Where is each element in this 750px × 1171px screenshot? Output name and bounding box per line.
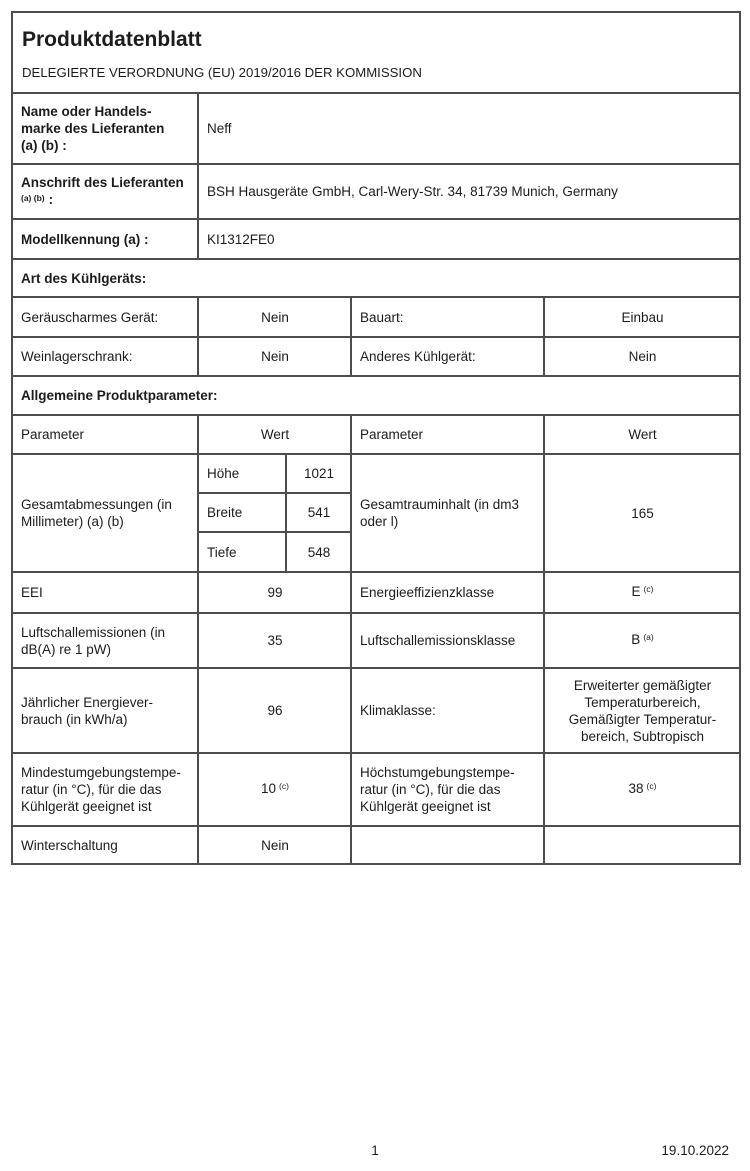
annual-energy-label-line2: brauch (in kWh/a) <box>21 711 128 727</box>
supplier-name-label-line3: (a) (b) : <box>21 138 67 153</box>
supplier-name-label-line2: marke des Lieferanten <box>21 121 165 136</box>
page-number: 1 <box>371 1143 379 1158</box>
winter-setting-label: Winterschaltung <box>12 826 198 864</box>
min-temp-label <box>12 753 198 826</box>
dim-breite-label: Breite <box>198 493 286 532</box>
min-temp-footnote: (c) <box>279 781 289 791</box>
supplier-address-footnote: (a) (b) <box>21 192 45 203</box>
max-temp-footnote: (c) <box>646 781 657 791</box>
model-id-value: KI1312FE0 <box>198 219 740 259</box>
supplier-address-value: BSH Hausgeräte GmbH, Carl-Wery-Str. 34, 81739 Munich, Germany <box>198 164 740 219</box>
wine-storage-label: Weinlagerschrank: <box>12 337 198 376</box>
section-allgemeine-produktparameter: Allgemeine Produktparameter: <box>12 376 740 415</box>
noise-label-line1: Luftschallemissionen (in <box>21 624 166 640</box>
min-temp-number: 10 <box>261 781 277 796</box>
param-header-1: Parameter <box>12 415 198 454</box>
volume-label <box>351 454 544 572</box>
annual-energy-label-line1: Jährlicher Energiever- <box>21 694 154 710</box>
dim-tiefe-label: Tiefe <box>198 532 286 572</box>
volume-value: 165 <box>544 454 740 572</box>
energy-class-footnote: (c) <box>643 584 654 594</box>
param-header-2: Parameter <box>351 415 544 454</box>
supplier-name-label-line1: Name oder Handels- <box>21 104 152 119</box>
energy-class-letter: E <box>631 584 641 599</box>
noise-label <box>12 613 198 668</box>
dimensions-label <box>12 454 198 572</box>
climate-class-line1: Erweiterter gemäßigter <box>573 677 712 693</box>
climate-class-value <box>544 668 740 753</box>
wert-header-1: Wert <box>198 415 351 454</box>
max-temp-label-line1: Höchstumgebungstempe- <box>360 765 515 780</box>
supplier-address-colon: : <box>48 191 54 207</box>
header-cell <box>12 12 740 93</box>
supplier-name-label <box>12 93 198 164</box>
max-temp-number: 38 <box>628 781 644 796</box>
quiet-appliance-label: Geräuscharmes Gerät: <box>12 297 198 337</box>
volume-label-line1: Gesamtrauminhalt (in dm3 <box>360 497 520 512</box>
noise-label-line2: dB(A) re 1 pW) <box>21 641 112 657</box>
dim-hoehe-value: 1021 <box>286 454 351 493</box>
noise-class-label: Luftschallemissionsklasse <box>351 613 544 668</box>
min-temp-label-line3: Kühlgerät geeignet ist <box>21 799 152 814</box>
min-temp-label-line1: Mindestumgebungstempe- <box>21 765 181 780</box>
climate-class-label: Klimaklasse: <box>351 668 544 753</box>
noise-class-footnote: (a) <box>643 632 654 642</box>
dimensions-label-line2: Millimeter) (a) (b) <box>21 514 124 529</box>
empty-cell-2 <box>544 826 740 864</box>
dimensions-label-line1: Gesamtabmessungen (in <box>21 497 172 512</box>
energy-class-label: Energieeffizienzklasse <box>351 572 544 613</box>
energy-class-value <box>544 572 740 613</box>
supplier-address-label-line2 <box>21 191 190 210</box>
wine-storage-value: Nein <box>198 337 351 376</box>
section-art-des-kuehlgeraets: Art des Kühlgeräts: <box>12 259 740 297</box>
noise-class-letter: B <box>631 632 641 647</box>
dim-hoehe-label: Höhe <box>198 454 286 493</box>
supplier-address-label-line1: Anschrift des Lieferanten <box>21 174 184 190</box>
winter-setting-value: Nein <box>198 826 351 864</box>
climate-class-line3: Gemäßigter Temperatur- <box>568 711 717 727</box>
volume-label-line2: oder l) <box>360 514 399 529</box>
min-temp-value <box>198 753 351 826</box>
supplier-name-value: Neff <box>198 93 740 164</box>
climate-class-line4: bereich, Subtropisch <box>580 728 705 744</box>
eei-value: 99 <box>198 572 351 613</box>
bauart-label: Bauart: <box>351 297 544 337</box>
annual-energy-value: 96 <box>198 668 351 753</box>
product-datasheet-table <box>11 11 741 865</box>
bauart-value: Einbau <box>544 297 740 337</box>
noise-class-value <box>544 613 740 668</box>
max-temp-label <box>351 753 544 826</box>
max-temp-value <box>544 753 740 826</box>
regulation-subtitle: DELEGIERTE VERORDNUNG (EU) 2019/2016 DER KOMMISSION <box>22 65 422 80</box>
annual-energy-label <box>12 668 198 753</box>
other-fridge-value: Nein <box>544 337 740 376</box>
max-temp-label-line2: ratur (in °C), für die das <box>360 782 501 797</box>
model-id-label: Modellkennung (a) : <box>12 219 198 259</box>
document-title: Produktdatenblatt <box>22 28 202 51</box>
supplier-address-label <box>12 164 198 219</box>
noise-value: 35 <box>198 613 351 668</box>
eei-label: EEI <box>12 572 198 613</box>
climate-class-line2: Temperaturbereich, <box>584 694 701 710</box>
min-temp-label-line2: ratur (in °C), für die das <box>21 782 162 797</box>
wert-header-2: Wert <box>544 415 740 454</box>
dim-tiefe-value: 548 <box>286 532 351 572</box>
quiet-appliance-value: Nein <box>198 297 351 337</box>
footer-date: 19.10.2022 <box>661 1143 729 1158</box>
dim-breite-value: 541 <box>286 493 351 532</box>
other-fridge-label: Anderes Kühlgerät: <box>351 337 544 376</box>
max-temp-label-line3: Kühlgerät geeignet ist <box>360 799 491 814</box>
empty-cell-1 <box>351 826 544 864</box>
